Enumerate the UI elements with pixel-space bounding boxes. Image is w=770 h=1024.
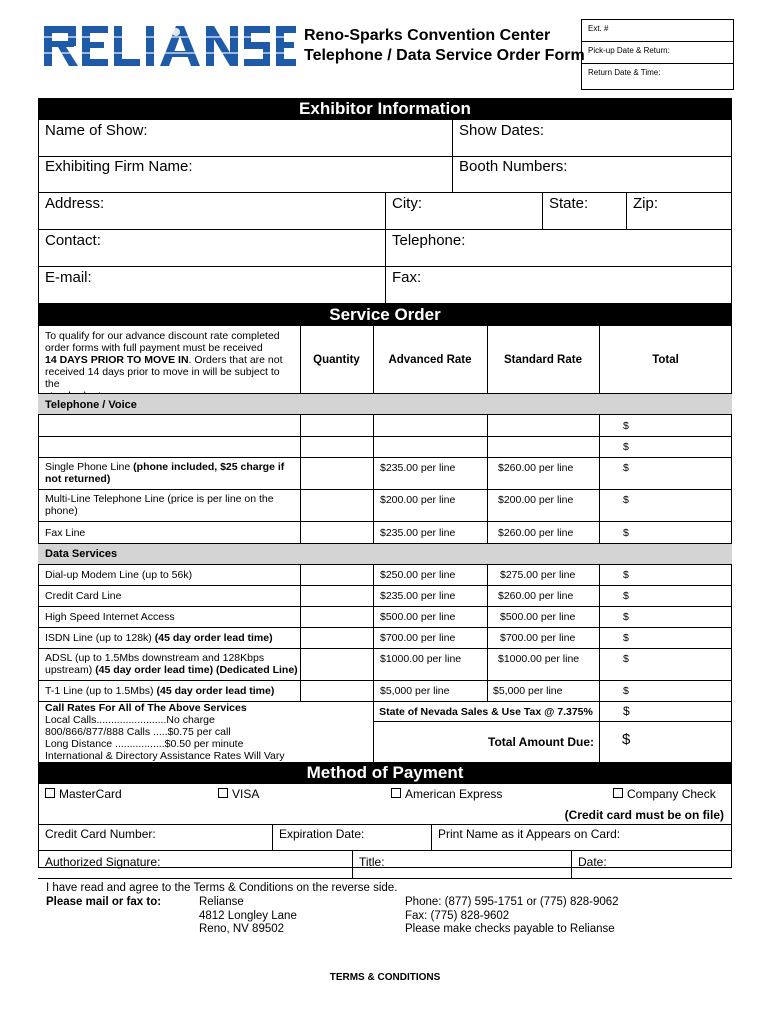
option-label: MasterCard xyxy=(59,787,122,801)
fax-field[interactable]: Fax: xyxy=(392,269,422,286)
row-text: upstream) xyxy=(45,664,96,676)
total-cell[interactable]: $ xyxy=(623,590,629,602)
total-cell[interactable]: $ xyxy=(623,462,629,474)
row-description xyxy=(45,473,295,485)
option-label: Company Check xyxy=(627,787,716,801)
row-note: (45 day order lead time) (Dedicated Line) xyxy=(95,664,298,676)
checkbox[interactable] xyxy=(613,788,623,798)
card-number-field[interactable]: Credit Card Number: xyxy=(45,827,156,841)
date-field[interactable]: Date: xyxy=(578,855,607,869)
state-field[interactable]: State: xyxy=(549,195,589,212)
row-note: not returned) xyxy=(45,473,111,485)
address-field[interactable]: Address: xyxy=(45,195,105,212)
checkbox[interactable] xyxy=(218,788,228,798)
credit-card-note: (Credit card must be on file) xyxy=(564,808,724,822)
total-cell[interactable]: $ xyxy=(623,441,629,453)
address-line: Relianse xyxy=(199,896,244,908)
payment-heading: Method of Payment xyxy=(38,762,732,784)
row-text: Multi-Line Telephone Line (price is per line on the xyxy=(45,493,274,505)
mastercard-option[interactable] xyxy=(45,788,122,800)
email-field[interactable]: E-mail: xyxy=(45,269,92,286)
advanced-rate: $250.00 per line xyxy=(380,569,456,581)
discount-notice xyxy=(45,330,297,402)
advanced-rate: $235.00 per line xyxy=(380,462,456,474)
telephone-section-bar xyxy=(38,394,732,414)
col-advanced-rate: Advanced Rate xyxy=(388,354,472,366)
option-label: VISA xyxy=(232,787,260,801)
notice-line xyxy=(45,354,297,366)
city-field[interactable]: City: xyxy=(392,195,422,212)
exhibitor-heading: Exhibitor Information xyxy=(38,98,732,120)
call-rates xyxy=(45,702,375,762)
name-of-show-field[interactable]: Name of Show: xyxy=(45,122,148,139)
visa-option[interactable] xyxy=(218,788,259,800)
call-rate-local: Local Calls........................No charge xyxy=(45,714,215,726)
row-text: Single Phone Line xyxy=(45,461,134,473)
total-cell[interactable]: $ xyxy=(623,632,629,644)
booth-numbers-field[interactable]: Booth Numbers: xyxy=(459,158,568,175)
advanced-rate: $235.00 per line xyxy=(380,590,456,602)
terms-agreement: I have read and agree to the Terms & Conditions on the reverse side. xyxy=(46,882,398,894)
total-cell[interactable]: $ xyxy=(623,527,629,539)
option-label: American Express xyxy=(405,787,503,801)
sales-tax-cell[interactable]: $ xyxy=(623,704,630,718)
service-row-internet: High Speed Internet Access xyxy=(45,611,175,623)
total-due-cell[interactable]: $ xyxy=(622,731,631,748)
standard-rate: $200.00 per line xyxy=(498,494,574,506)
mailing-address xyxy=(199,896,297,937)
standard-rate: $700.00 per line xyxy=(500,632,576,644)
office-use-box xyxy=(581,19,734,90)
checkbox[interactable] xyxy=(45,788,55,798)
service-row-isdn xyxy=(45,632,273,644)
notice-line: To qualify for our advance discount rate completed xyxy=(45,330,280,342)
sales-tax-label: State of Nevada Sales & Use Tax @ 7.375% xyxy=(379,706,593,718)
row-text: phone) xyxy=(45,505,78,517)
row-note: (45 day order lead time) xyxy=(156,685,275,697)
standard-rate: $5,000 per line xyxy=(493,685,563,697)
call-rates-title: Call Rates For All of The Above Services xyxy=(45,702,247,714)
data-section-label: Data Services xyxy=(45,548,118,560)
standard-rate: $260.00 per line xyxy=(498,462,574,474)
service-row-adsl xyxy=(45,652,300,676)
phone-number: Phone: (877) 595-1751 or (775) 828-9062 xyxy=(405,896,619,908)
title-form-name: Telephone / Data Service Order Form xyxy=(304,47,585,64)
service-row-credit-card: Credit Card Line xyxy=(45,590,122,602)
contact-field[interactable]: Contact: xyxy=(45,232,101,249)
total-cell[interactable]: $ xyxy=(623,494,629,506)
fax-number: Fax: (775) 828-9602 xyxy=(405,909,510,922)
checks-payable-note: Please make checks payable to Relianse xyxy=(405,923,615,935)
notice-deadline: 14 DAYS PRIOR TO MOVE IN xyxy=(45,354,189,366)
exhibiting-firm-field[interactable]: Exhibiting Firm Name: xyxy=(45,158,193,175)
total-cell[interactable]: $ xyxy=(623,653,629,665)
checkbox[interactable] xyxy=(391,788,401,798)
address-line: 4812 Longley Lane xyxy=(199,909,297,922)
call-rate-tollfree: 800/866/877/888 Calls .....$0.75 per call xyxy=(45,726,231,738)
telephone-field[interactable]: Telephone: xyxy=(392,232,466,249)
row-text: ISDN Line (up to 128k) xyxy=(45,632,155,644)
col-total: Total xyxy=(652,354,679,366)
advanced-rate: $1000.00 per line xyxy=(380,653,462,665)
expiration-date-field[interactable]: Expiration Date: xyxy=(279,827,365,841)
pickup-date-field[interactable]: Pick-up Date & Return: xyxy=(582,42,733,64)
service-row-dialup: Dial-up Modem Line (up to 56k) xyxy=(45,569,193,581)
total-due-label: Total Amount Due: xyxy=(488,735,594,749)
row-note: (45 day order lead time) xyxy=(154,632,273,644)
advanced-rate: $5,000 per line xyxy=(380,685,450,697)
standard-rate: $275.00 per line xyxy=(500,569,576,581)
relianse-logo xyxy=(44,24,296,68)
call-rate-international: International & Directory Assistance Rates Will Vary xyxy=(45,750,285,762)
total-cell[interactable]: $ xyxy=(623,611,629,623)
service-heading: Service Order xyxy=(38,304,732,326)
ext-field[interactable]: Ext. # xyxy=(582,20,733,42)
advanced-rate: $700.00 per line xyxy=(380,632,456,644)
row-note: (phone included, $25 charge if xyxy=(133,461,285,473)
service-row-single-phone xyxy=(45,461,295,485)
return-date-field[interactable]: Return Date & Time: xyxy=(588,68,661,77)
form-title xyxy=(304,26,585,66)
notice-line: received 14 days prior to move in will be subject to the xyxy=(45,366,280,390)
service-row-fax: Fax Line xyxy=(45,527,86,539)
title-field[interactable]: Title: xyxy=(359,855,385,869)
service-row-multi-line xyxy=(45,493,295,517)
row-text: T-1 Line (up to 1.5Mbs) xyxy=(45,685,157,697)
standard-rate: $260.00 per line xyxy=(498,590,574,602)
notice-text: . Orders that are not xyxy=(188,354,283,366)
advanced-rate: $500.00 per line xyxy=(380,611,456,623)
advanced-rate: $235.00 per line xyxy=(380,527,456,539)
row-description xyxy=(45,461,295,473)
address-line: Reno, NV 89502 xyxy=(199,923,285,935)
service-row-t1 xyxy=(45,685,274,697)
col-quantity: Quantity xyxy=(313,354,360,366)
call-rate-long-distance: Long Distance .................$0.50 per minute xyxy=(45,738,244,750)
telephone-section-label: Telephone / Voice xyxy=(45,399,137,411)
signature-field[interactable]: Authorized Signature: xyxy=(45,855,161,869)
print-name-field[interactable]: Print Name as it Appears on Card: xyxy=(438,827,621,841)
advanced-rate: $200.00 per line xyxy=(380,494,456,506)
amex-option[interactable] xyxy=(391,788,502,800)
show-dates-field[interactable]: Show Dates: xyxy=(459,122,545,139)
total-cell[interactable]: $ xyxy=(623,685,629,697)
contact-info xyxy=(405,896,619,937)
row-description xyxy=(45,664,300,676)
total-cell[interactable]: $ xyxy=(623,420,629,432)
standard-rate: $260.00 per line xyxy=(498,527,574,539)
standard-rate: $1000.00 per line xyxy=(498,653,580,665)
mail-fax-label: Please mail or fax to: xyxy=(46,896,162,908)
total-cell[interactable]: $ xyxy=(623,569,629,581)
terms-conditions-heading: TERMS & CONDITIONS xyxy=(329,972,441,983)
zip-field[interactable]: Zip: xyxy=(633,195,659,212)
title-venue: Reno-Sparks Convention Center xyxy=(304,27,551,44)
col-standard-rate: Standard Rate xyxy=(504,354,582,366)
row-text: ADSL (up to 1.5Mbs downstream and 128Kbps xyxy=(45,652,265,664)
notice-line: order forms with full payment must be received xyxy=(45,342,263,354)
data-section-bar xyxy=(38,543,732,564)
company-check-option[interactable] xyxy=(613,788,716,800)
standard-rate: $500.00 per line xyxy=(500,611,576,623)
